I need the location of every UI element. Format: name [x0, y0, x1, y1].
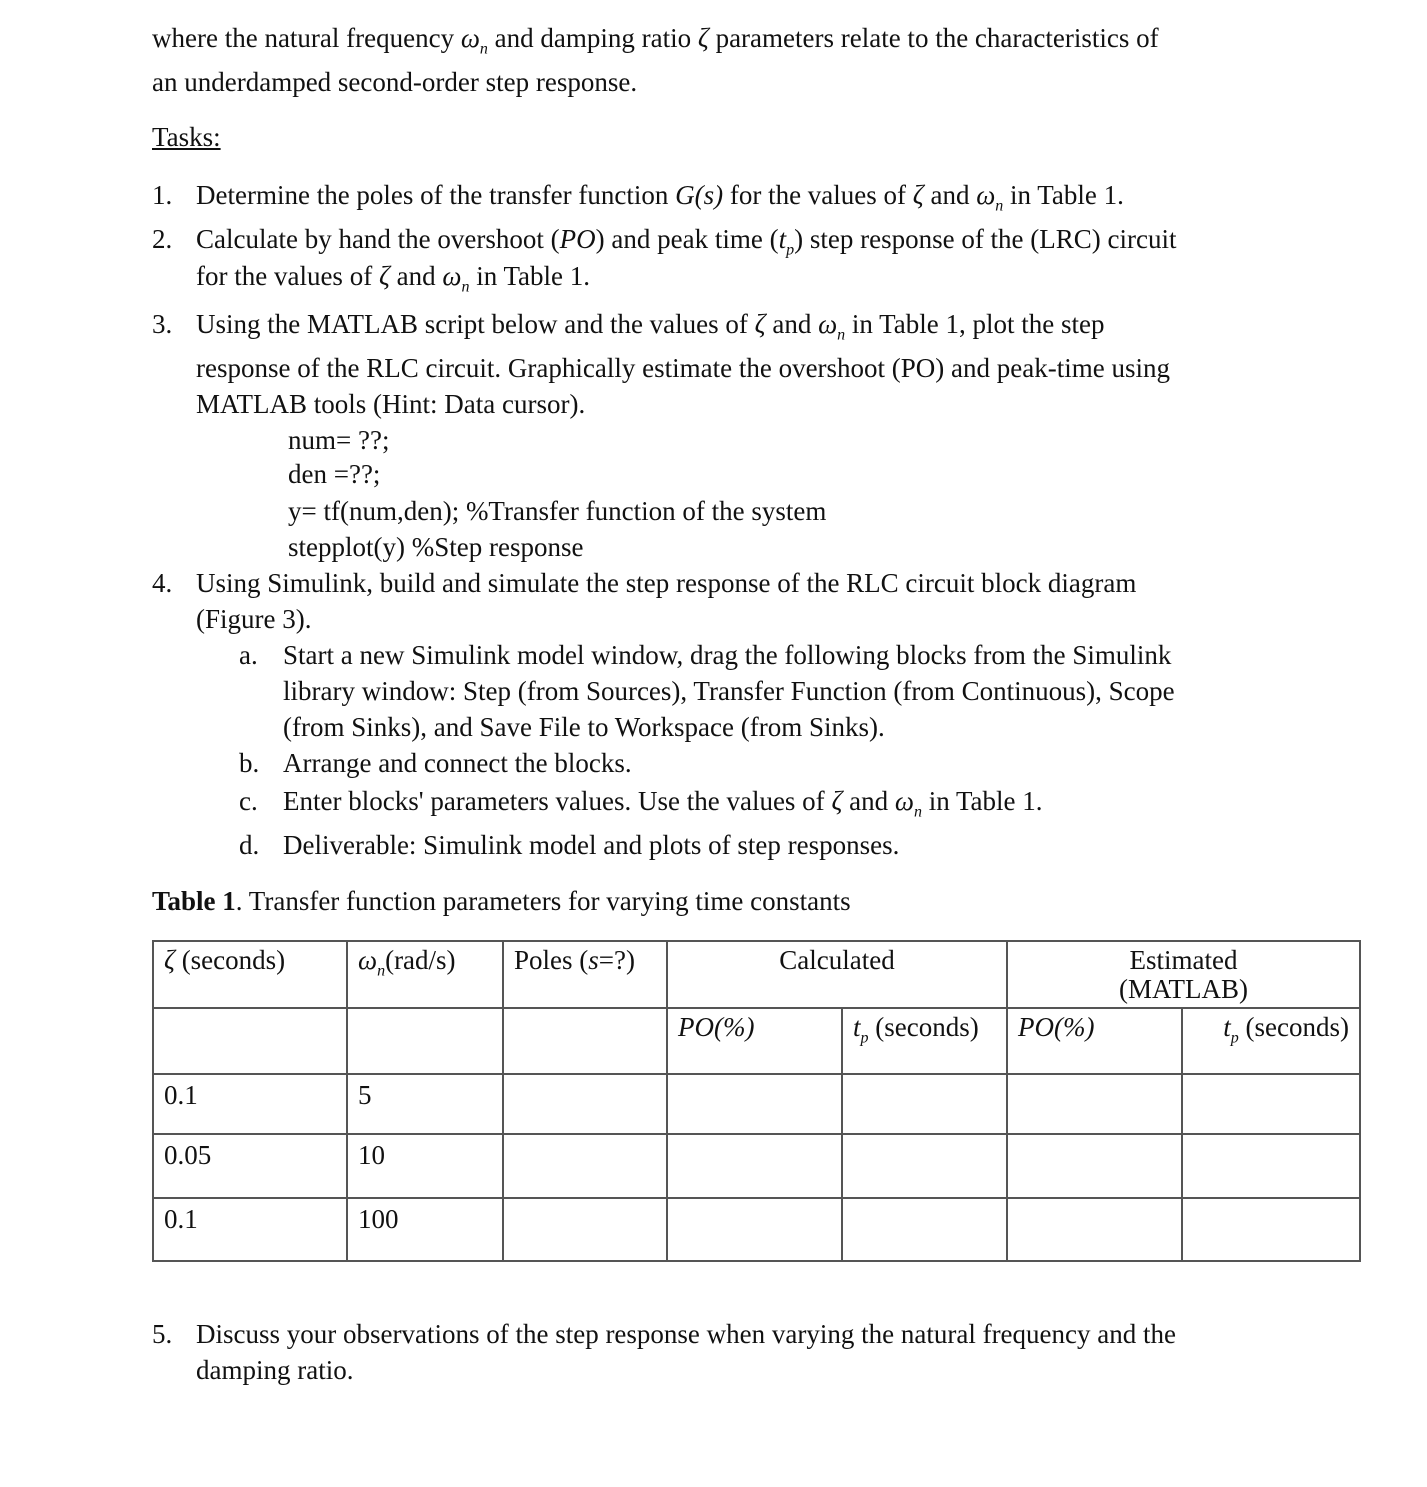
subscript: n — [913, 803, 922, 821]
subtask-label: d. — [239, 830, 260, 860]
text: parameters relate to the characteristics of — [708, 23, 1159, 53]
text: for the values of — [723, 180, 913, 210]
omega-symbol: ω — [442, 261, 462, 291]
text: Calculate by hand the overshoot ( — [196, 224, 560, 254]
text: Using the MATLAB script below and the values of — [196, 309, 755, 339]
task-5 — [152, 1318, 1176, 1350]
text: PO — [559, 224, 596, 254]
text: and — [923, 180, 977, 210]
table-caption — [152, 885, 851, 917]
zeta-symbol: ζ — [697, 23, 709, 53]
table-header-row — [153, 941, 1360, 1008]
table-row — [153, 1134, 1360, 1198]
empty-cell — [667, 1134, 842, 1198]
empty-cell — [667, 1074, 842, 1134]
subscript: p — [786, 241, 795, 259]
table-row — [153, 1074, 1360, 1134]
zeta-symbol: ζ — [164, 945, 175, 975]
subheader-tp-estimated — [1182, 1008, 1360, 1074]
table-subheader-row — [153, 1008, 1360, 1074]
task-4-line-2: (Figure 3). — [196, 604, 312, 634]
subheader-po-estimated: PO(%) — [1007, 1008, 1182, 1074]
omega-symbol: ω — [358, 945, 378, 975]
code-line: num= ??; — [288, 425, 390, 455]
omega-symbol: ω — [976, 180, 996, 210]
code-line: y= tf(num,den); %Transfer function of the system — [288, 496, 827, 526]
header-zeta — [153, 941, 347, 1008]
empty-cell — [1007, 1198, 1182, 1261]
empty-cell — [503, 1134, 667, 1198]
list-number: 4. — [152, 568, 173, 598]
text: Poles ( — [514, 945, 589, 975]
list-number: 2. — [152, 224, 173, 254]
list-number: 1. — [152, 180, 173, 210]
text: in Table 1. — [469, 261, 591, 291]
subscript: n — [377, 962, 386, 980]
subtask-label: b. — [239, 748, 260, 778]
omega-symbol: ω — [460, 23, 480, 53]
task-text — [196, 308, 1104, 351]
task-3 — [152, 308, 1105, 344]
task-2 — [152, 223, 1177, 259]
header-estimated — [1007, 941, 1360, 1008]
empty-cell — [153, 1008, 347, 1074]
empty-cell — [347, 1008, 503, 1074]
text: Estimated — [1129, 945, 1238, 975]
text: in Table 1. — [1003, 180, 1124, 210]
omega-cell: 10 — [347, 1134, 503, 1198]
text: ) step response of the (LRC) circuit — [794, 224, 1177, 254]
task-text — [196, 179, 1124, 222]
task-5-line-2: damping ratio. — [196, 1355, 354, 1385]
text: where the natural frequency — [152, 23, 461, 53]
text: . Transfer function parameters for varying time constants — [235, 886, 851, 916]
text: =?) — [598, 945, 635, 975]
task-3-line-3: MATLAB tools (Hint: Data cursor). — [196, 389, 586, 419]
subscript: n — [461, 278, 470, 296]
empty-cell — [1182, 1134, 1360, 1198]
intro-line-2: an underdamped second-order step response. — [152, 67, 638, 97]
task-2-line-2 — [196, 260, 591, 296]
zeta-cell: 0.1 — [153, 1198, 347, 1261]
subtask-label: a. — [239, 640, 258, 670]
task-1 — [152, 179, 1124, 215]
parameters-table — [152, 940, 1361, 1262]
text: Enter blocks' parameters values. Use the values of — [283, 786, 832, 816]
text: Table 1 — [152, 886, 236, 916]
empty-cell — [1007, 1134, 1182, 1198]
list-number: 3. — [152, 309, 173, 339]
empty-cell — [1182, 1074, 1360, 1134]
task-3-line-2: response of the RLC circuit. Graphically estimate the overshoot (PO) and peak-time using — [196, 353, 1170, 383]
task-text: Discuss your observations of the step response when varying the natural frequency and the — [196, 1319, 1176, 1349]
text: (seconds) — [868, 1012, 979, 1042]
text: in Table 1. — [921, 786, 1043, 816]
text: (rad/s) — [385, 945, 456, 975]
zeta-symbol: ζ — [754, 309, 766, 339]
omega-cell: 100 — [347, 1198, 503, 1261]
subtask-a-line: (from Sinks), and Save File to Workspace (from Sinks). — [283, 712, 885, 742]
subheader-po-calculated: PO(%) — [667, 1008, 842, 1074]
text: and — [389, 261, 443, 291]
subtask-a-line: library window: Step (from Sources), Transfer Function (from Continuous), Scope — [283, 676, 1175, 706]
text: and damping ratio — [487, 23, 698, 53]
text: ) and peak time ( — [595, 224, 779, 254]
text: s — [588, 945, 599, 975]
empty-cell — [503, 1198, 667, 1261]
code-line: den =??; — [288, 459, 381, 489]
zeta-symbol: ζ — [912, 180, 924, 210]
code-line: stepplot(y) %Step response — [288, 532, 584, 562]
text: (MATLAB) — [1119, 974, 1248, 1004]
header-poles — [503, 941, 667, 1008]
zeta-symbol: ζ — [831, 786, 843, 816]
subscript: p — [860, 1029, 869, 1047]
subtask-b-line: Arrange and connect the blocks. — [283, 748, 632, 778]
text: t — [778, 224, 787, 254]
text: t — [1223, 1012, 1231, 1042]
text: Determine the poles of the transfer function — [196, 180, 676, 210]
zeta-symbol: ζ — [378, 261, 390, 291]
subscript: n — [995, 197, 1004, 215]
list-number: 5. — [152, 1319, 173, 1349]
empty-cell — [842, 1074, 1007, 1134]
text: (seconds) — [174, 945, 286, 975]
table-row — [153, 1198, 1360, 1261]
subscript: p — [1230, 1029, 1239, 1047]
text: and — [842, 786, 895, 816]
text: for the values of — [196, 261, 379, 291]
text: t — [853, 1012, 861, 1042]
empty-cell — [667, 1198, 842, 1261]
text: (seconds) — [1238, 1012, 1349, 1042]
intro-line-1 — [152, 22, 1159, 58]
task-4 — [152, 567, 1137, 599]
empty-cell — [503, 1008, 667, 1074]
omega-cell: 5 — [347, 1074, 503, 1134]
empty-cell — [842, 1134, 1007, 1198]
omega-symbol: ω — [894, 786, 914, 816]
empty-cell — [503, 1074, 667, 1134]
empty-cell — [1007, 1074, 1182, 1134]
task-text: Using Simulink, build and simulate the step response of the RLC circuit block diagram — [196, 568, 1137, 598]
empty-cell — [1182, 1198, 1360, 1261]
subtask-a-line: Start a new Simulink model window, drag the following blocks from the Simulink — [283, 640, 1172, 670]
subscript: n — [837, 326, 846, 344]
zeta-cell: 0.05 — [153, 1134, 347, 1198]
header-calculated: Calculated — [667, 941, 1007, 1008]
subtask-c-line — [283, 785, 1043, 821]
subtask-label: c. — [239, 786, 258, 816]
header-omega — [347, 941, 503, 1008]
text: in Table 1, plot the step — [845, 309, 1105, 339]
zeta-cell: 0.1 — [153, 1074, 347, 1134]
omega-symbol: ω — [818, 309, 838, 339]
empty-cell — [842, 1198, 1007, 1261]
tasks-heading: Tasks: — [152, 122, 221, 152]
text: and — [765, 309, 819, 339]
subtask-d-line: Deliverable: Simulink model and plots of step responses. — [283, 830, 900, 860]
subheader-tp-calculated — [842, 1008, 1007, 1074]
text: G(s) — [675, 180, 724, 210]
subscript: n — [479, 40, 488, 58]
